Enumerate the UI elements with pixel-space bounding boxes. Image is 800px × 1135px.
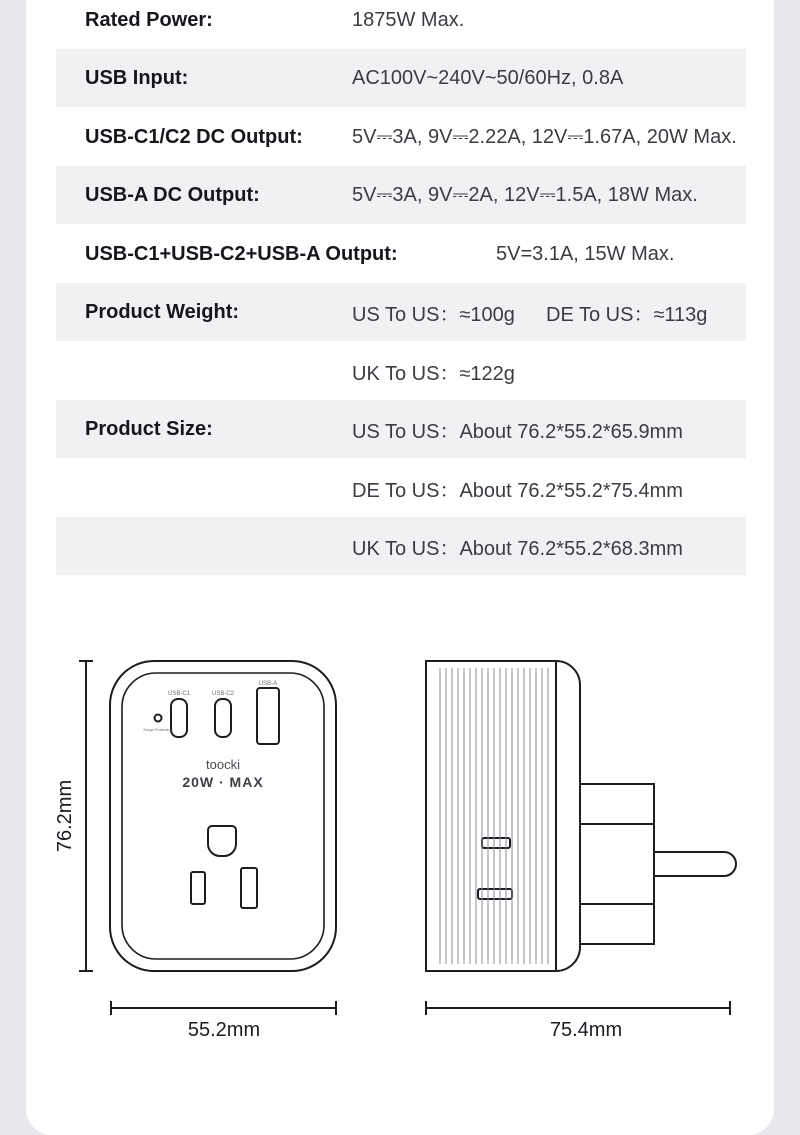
- spec-value: US To US：About 76.2*55.2*65.9mm: [352, 420, 683, 443]
- spec-value: 5V=3.1A, 15W Max.: [496, 242, 675, 265]
- side-ribs: [440, 668, 548, 964]
- spec-label: Product Size:: [85, 417, 213, 440]
- outlet-slot-icon: [241, 868, 257, 908]
- spec-row-product-weight: [56, 283, 746, 341]
- width-label: 55.2mm: [187, 1019, 261, 1041]
- usb-c1-port-icon: [171, 699, 187, 737]
- spec-label: USB-C1+USB-C2+USB-A Output:: [85, 242, 398, 265]
- spec-value: DE To US：About 76.2*55.2*75.4mm: [352, 479, 683, 502]
- spec-card: [26, 0, 774, 1135]
- power-badge: 20W · MAX: [182, 774, 264, 790]
- spec-value: 5V⎓3A, 9V⎓2A, 12V⎓1.5A, 18W Max.: [352, 183, 698, 206]
- spec-row-weight-uk: [56, 342, 746, 400]
- port-label-c2: USB-C2: [211, 691, 235, 697]
- usb-c2-port-icon: [215, 699, 231, 737]
- spec-row-size-uk: [56, 517, 746, 575]
- spec-value: UK To US：About 76.2*55.2*68.3mm: [352, 537, 683, 560]
- spec-value: 1875W Max.: [352, 8, 465, 31]
- spec-row-combined-output: [56, 225, 746, 283]
- spec-row-usb-c-output: [56, 108, 746, 166]
- spec-label: USB-C1/C2 DC Output:: [85, 125, 303, 148]
- outlet-slot-icon: [191, 872, 205, 904]
- spec-value: US To US：≈100g: [352, 303, 515, 326]
- brand-logo: toocki: [206, 757, 240, 772]
- dimension-diagram: [26, 600, 774, 1060]
- spec-value: UK To US：≈122g: [352, 362, 515, 385]
- surge-indicator-icon: [155, 715, 162, 722]
- spec-value: AC100V~240V~50/60Hz, 0.8A: [352, 66, 624, 89]
- spec-value: 5V⎓3A, 9V⎓2.22A, 12V⎓1.67A, 20W Max.: [352, 125, 737, 148]
- port-label-a: USB-A: [258, 681, 278, 687]
- front-view-outline: [110, 661, 336, 971]
- ground-pin-icon: [208, 826, 236, 856]
- plug-body: [580, 784, 654, 944]
- spec-label: Rated Power:: [85, 8, 213, 31]
- plug-pin-icon: [654, 852, 736, 876]
- spec-label: USB Input:: [85, 66, 189, 89]
- spec-value-secondary: DE To US：≈113g: [546, 303, 708, 326]
- spec-label: USB-A DC Output:: [85, 183, 260, 206]
- spec-row-usb-input: [56, 49, 746, 107]
- spec-label: Product Weight:: [85, 300, 240, 323]
- port-label-c1: USB-C1: [167, 691, 191, 697]
- usb-a-port-icon: [257, 688, 279, 744]
- height-label: 76.2mm: [54, 779, 76, 853]
- spec-row-size-de: [56, 459, 746, 517]
- spec-row-product-size: [56, 400, 746, 458]
- surge-label: Surge Protection: [143, 727, 173, 732]
- spec-row-rated-power: [56, 0, 746, 49]
- depth-label: 75.4mm: [549, 1019, 623, 1041]
- spec-row-usb-a-output: [56, 166, 746, 224]
